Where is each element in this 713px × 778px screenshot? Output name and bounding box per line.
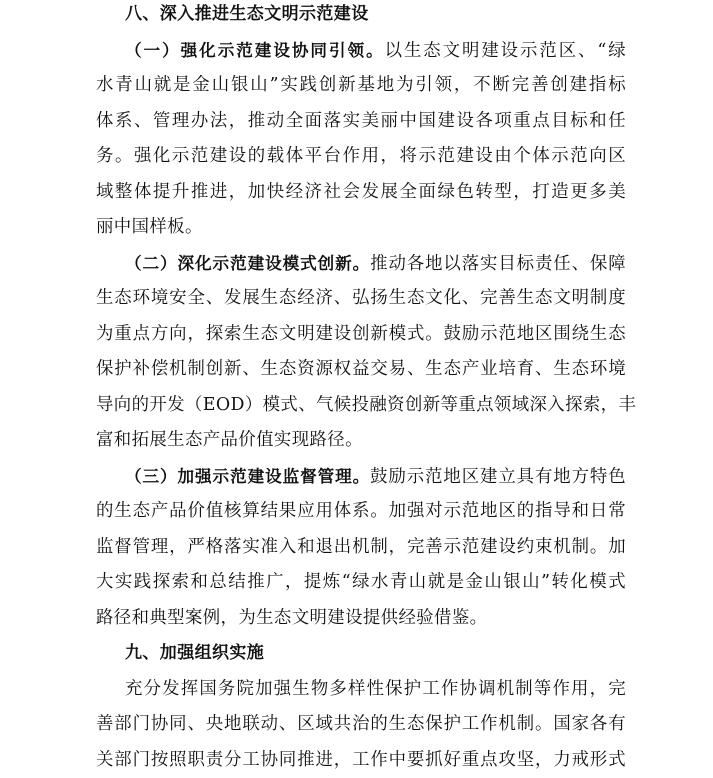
paragraph-8-2 [96, 246, 626, 459]
paragraph-line [96, 33, 626, 69]
paragraph-line-text: 鼓励示范地区建立具有地方特色 [370, 467, 626, 487]
paragraph-line [96, 459, 626, 495]
paragraph-line: 水青山就是金山银山”实践创新基地为引领，不断完善创建指标 [96, 68, 626, 104]
paragraph-8-3-title: （三）加强示范建设监督管理。 [125, 467, 370, 486]
paragraph-8-1 [96, 33, 626, 246]
paragraph-line: 路径和典型案例，为生态文明建设提供经验借鉴。 [96, 601, 626, 637]
paragraph-line: 关部门按照职责分工协同推进，工作中要抓好重点攻坚，力戒形式 [96, 743, 626, 778]
paragraph-line: 体系、管理办法，推动全面落实美丽中国建设各项重点目标和任 [96, 104, 626, 140]
paragraph-line: 大实践探索和总结推广，提炼“绿水青山就是金山银山”转化模式 [96, 565, 626, 601]
paragraph-8-3 [96, 459, 626, 637]
paragraph-line: 充分发挥国务院加强生物多样性保护工作协调机制等作用，完 [96, 672, 626, 708]
paragraph-line: 为重点方向，探索生态文明建设创新模式。鼓励示范地区围绕生态 [96, 317, 626, 353]
paragraph-line: 域整体提升推进，加快经济社会发展全面绿色转型，打造更多美 [96, 175, 626, 211]
paragraph-9-1 [96, 672, 626, 778]
document-body [96, 0, 626, 778]
paragraph-line: 监督管理，严格落实准入和退出机制，完善示范建设约束机制。加 [96, 530, 626, 566]
section-9-heading: 九、加强组织实施 [96, 636, 626, 672]
section-8-heading: 八、深入推进生态文明示范建设 [96, 0, 626, 33]
paragraph-line: 善部门协同、央地联动、区域共治的生态保护工作机制。国家各有 [96, 707, 626, 743]
paragraph-line: 富和拓展生态产品价值实现路径。 [96, 423, 626, 459]
paragraph-line-text: 以生态文明建设示范区、“绿 [385, 41, 626, 61]
paragraph-line: 保护补偿机制创新、生态资源权益交易、生态产业培育、生态环境 [96, 352, 626, 388]
paragraph-8-2-title: （二）深化示范建设模式创新。 [125, 254, 370, 273]
paragraph-line: 丽中国样板。 [96, 210, 626, 246]
paragraph-8-1-title: （一）强化示范建设协同引领。 [125, 41, 385, 60]
paragraph-line-text: 推动各地以落实目标责任、保障 [370, 254, 626, 274]
paragraph-line [96, 246, 626, 282]
paragraph-line: 生态环境安全、发展生态经济、弘扬生态文化、完善生态文明制度 [96, 281, 626, 317]
paragraph-line: 务。强化示范建设的载体平台作用，将示范建设由个体示范向区 [96, 139, 626, 175]
paragraph-line: 的生态产品价值核算结果应用体系。加强对示范地区的指导和日常 [96, 494, 626, 530]
paragraph-line: 导向的开发（EOD）模式、气候投融资创新等重点领域深入探索，丰 [96, 388, 626, 424]
